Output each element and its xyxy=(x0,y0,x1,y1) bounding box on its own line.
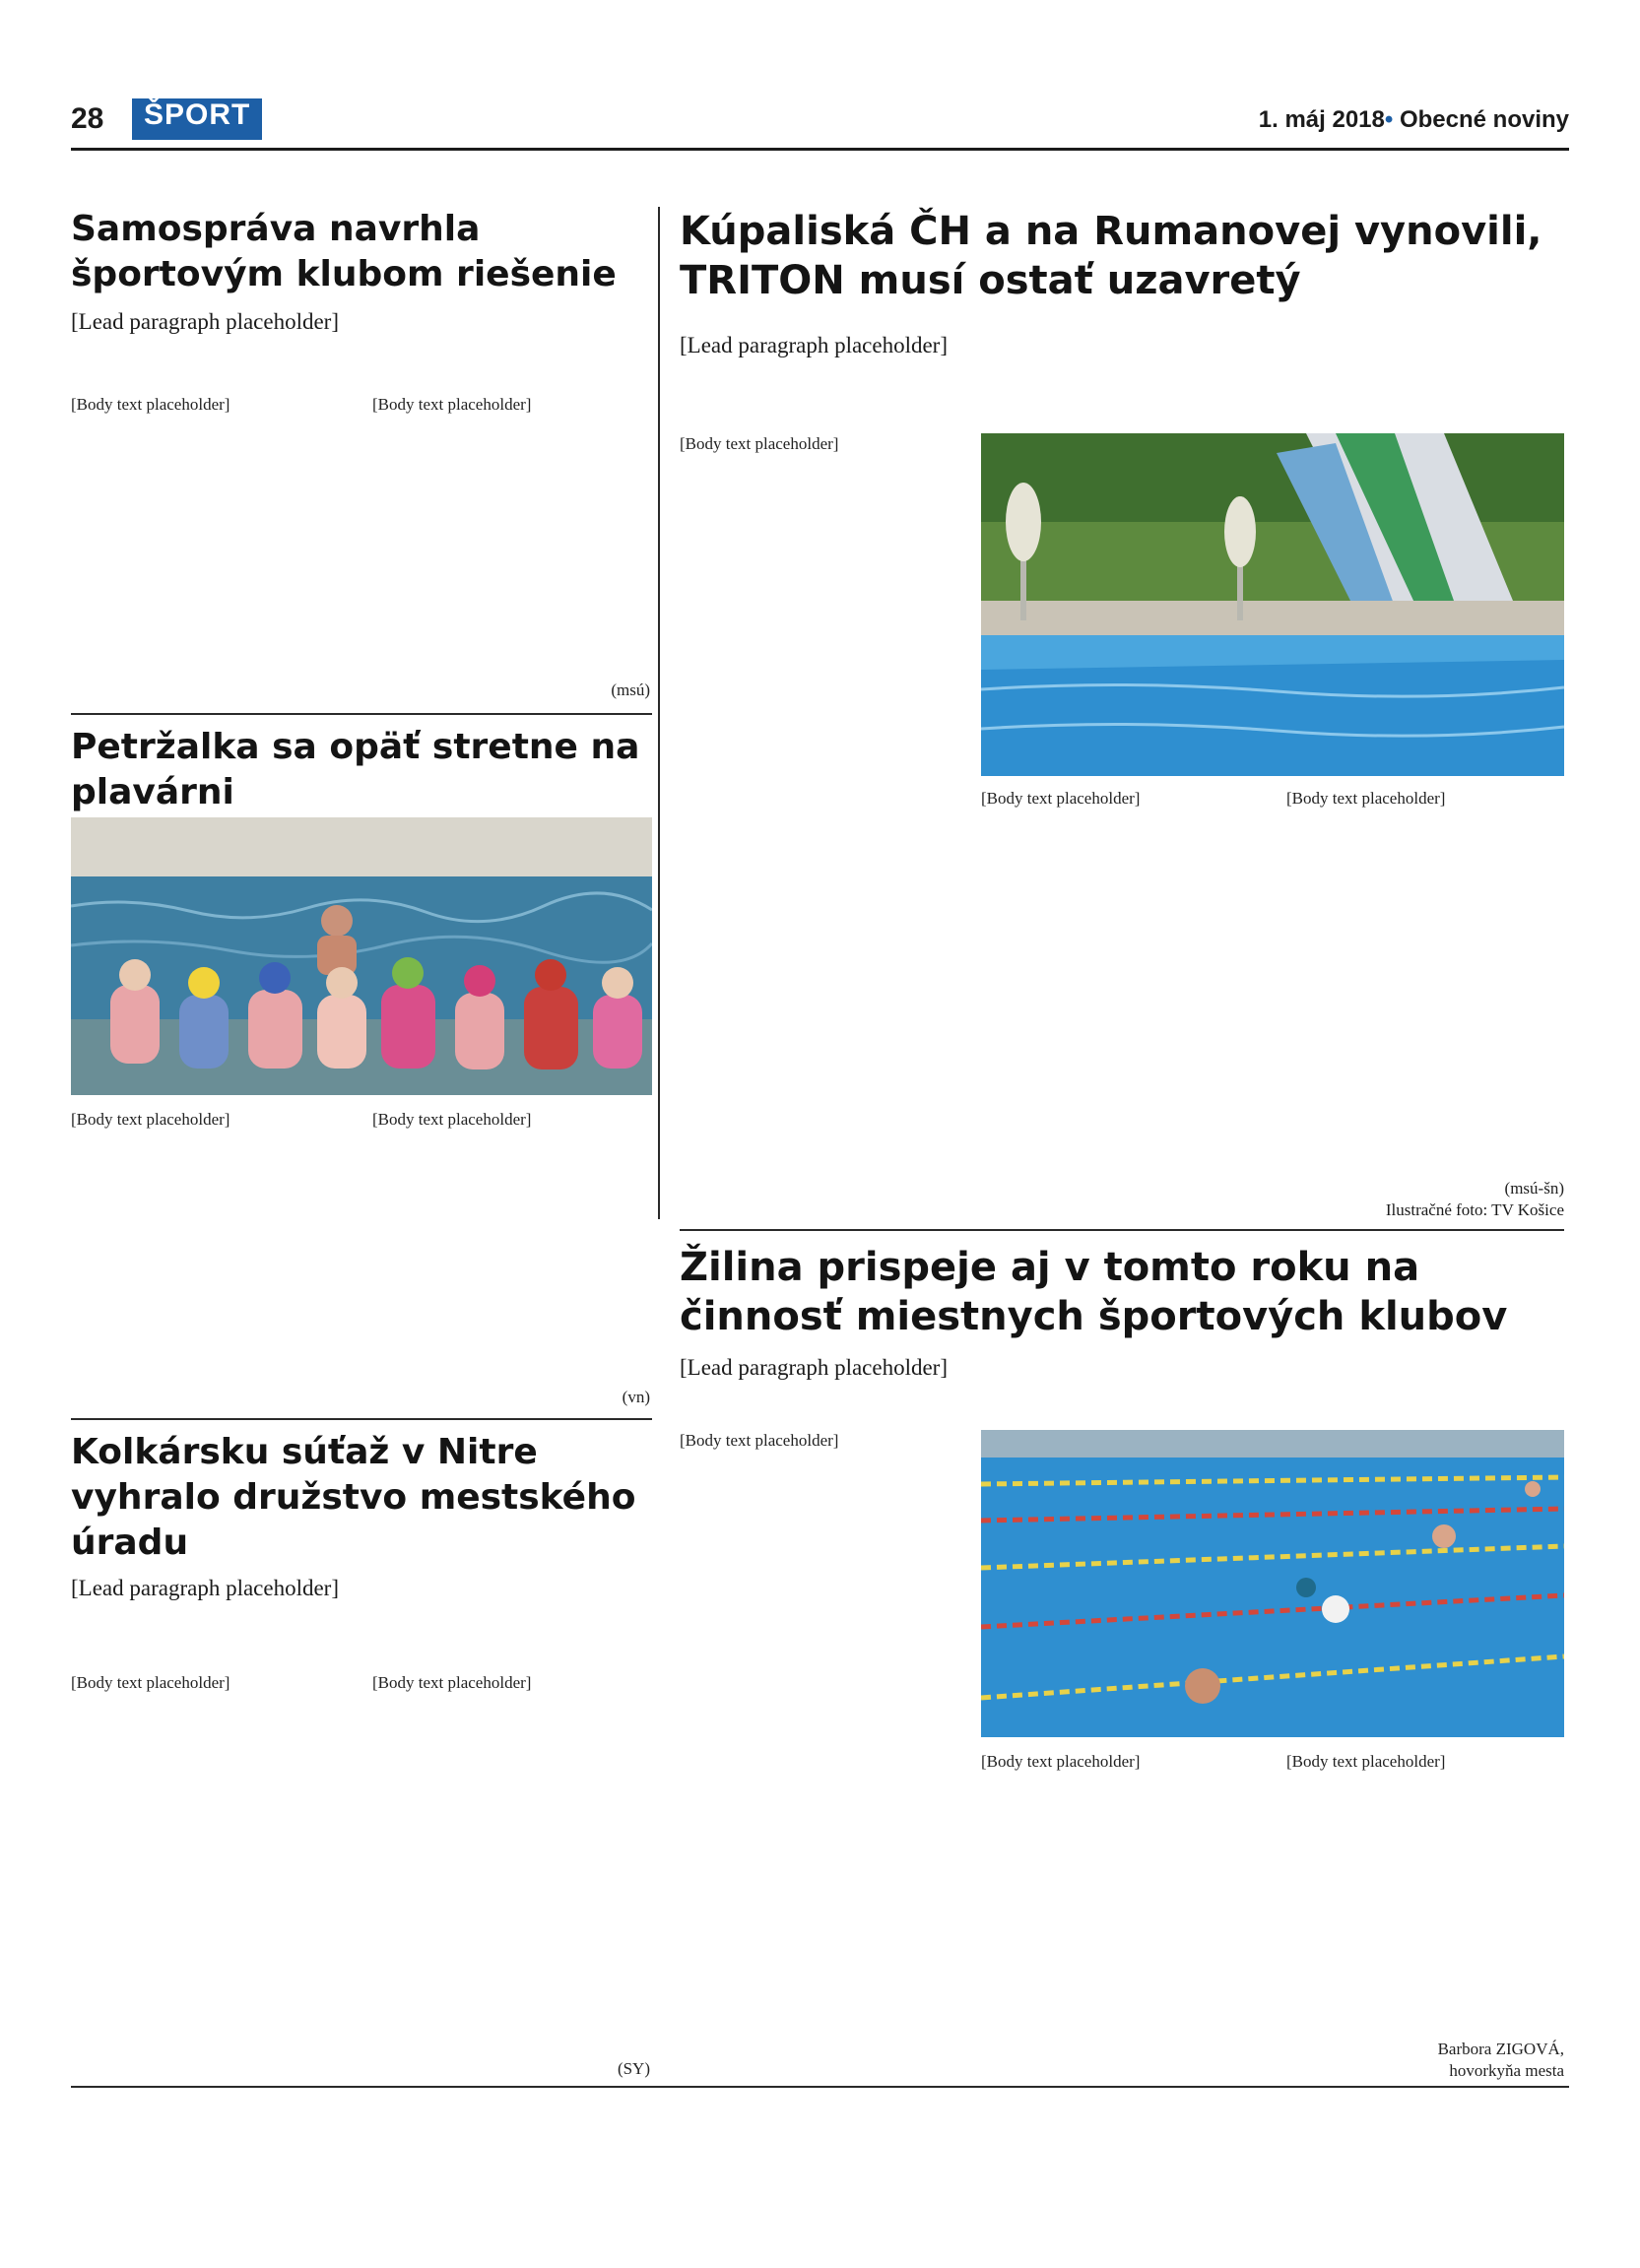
pool-illustration xyxy=(981,433,1564,776)
photo-credit: Ilustračné foto: TV Košice xyxy=(1385,1200,1564,1219)
article5-author-role: hovorkyňa mesta xyxy=(1449,2061,1564,2080)
kupalisko-photo xyxy=(981,433,1564,776)
article2-col1: [Body text placeholder] xyxy=(71,1110,230,1129)
article3-col2: [Body text placeholder] xyxy=(372,1673,532,1692)
article5-col2: [Body text placeholder] xyxy=(981,1752,1141,1771)
publication-name: Obecné noviny xyxy=(1399,106,1569,133)
swimming-pool-photo xyxy=(981,1430,1564,1737)
masthead xyxy=(1259,106,1569,134)
article4-col3: [Body text placeholder] xyxy=(1286,789,1446,808)
article3-col1: [Body text placeholder] xyxy=(71,1673,230,1692)
article3-title: Kolkársku súťaž v Nitre vyhralo družstvo mestského úradu xyxy=(71,1432,636,1563)
article4-title: Kúpaliská ČH a na Rumanovej vynovili, TRITON musí ostať uzavretý xyxy=(680,209,1542,303)
separator-dot: • xyxy=(1384,106,1394,133)
separator-3 xyxy=(680,1229,1564,1231)
article1-lead: [Lead paragraph placeholder] xyxy=(71,309,340,334)
issue-date: 1. máj 2018 xyxy=(1258,106,1385,133)
page-number: 28 xyxy=(71,102,104,135)
column-divider xyxy=(658,207,660,1219)
photo-illustration xyxy=(71,817,652,1095)
article3-lead: [Lead paragraph placeholder] xyxy=(71,1576,340,1600)
article4-signature: (msú-šn) xyxy=(1504,1179,1564,1198)
article5-author: Barbora ZIGOVÁ, xyxy=(1437,2040,1564,2058)
article4-col2: [Body text placeholder] xyxy=(981,789,1141,808)
lanes-illustration xyxy=(981,1430,1564,1737)
article5-col1: [Body text placeholder] xyxy=(680,1431,839,1450)
article5-col3: [Body text placeholder] xyxy=(1286,1752,1446,1771)
article5-title: Žilina prispeje aj v tomto roku na činnosť miestnych športových klubov xyxy=(680,1245,1508,1339)
article1-signature: (msú) xyxy=(611,680,650,699)
article2-col2: [Body text placeholder] xyxy=(372,1110,532,1129)
page-header xyxy=(71,98,1569,142)
separator-1 xyxy=(71,713,652,715)
swimming-class-photo xyxy=(71,817,652,1095)
article2-signature: (vn) xyxy=(622,1388,650,1406)
article4-lead: [Lead paragraph placeholder] xyxy=(680,333,949,357)
article1-title: Samospráva navrhla športovým klubom riešenie xyxy=(71,209,617,294)
article3-signature: (SY) xyxy=(617,2059,650,2078)
article2-title: Petržalka sa opäť stretne na plavárni xyxy=(71,727,640,812)
separator-2 xyxy=(71,1418,652,1420)
article1-col1: [Body text placeholder] xyxy=(71,395,230,414)
article4-col1: [Body text placeholder] xyxy=(680,434,839,453)
section-badge: ŠPORT xyxy=(132,98,262,140)
footer-rule xyxy=(71,2086,1569,2088)
article1-col2: [Body text placeholder] xyxy=(372,395,532,414)
header-rule xyxy=(71,148,1569,151)
article5-lead: [Lead paragraph placeholder] xyxy=(680,1355,949,1380)
